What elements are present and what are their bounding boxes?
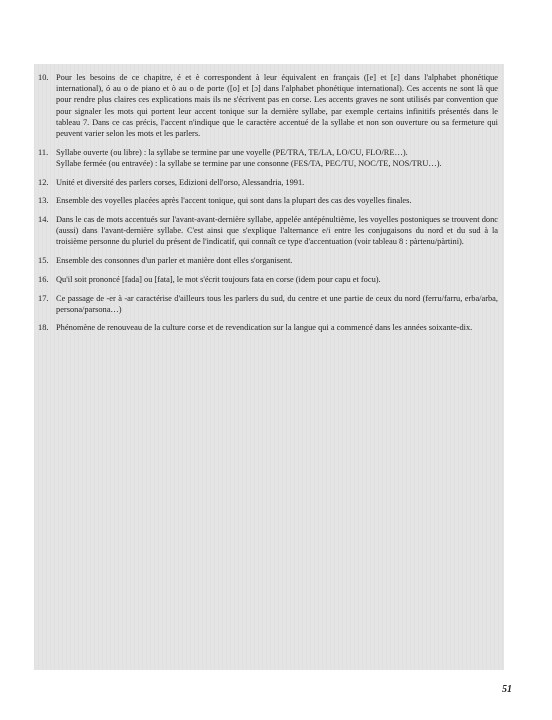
footnote-text: Dans le cas de mots accentués sur l'avant-avant-dernière syllabe, appelée antépénultième, les voyelles postoniques se trouvent donc (aussi) dans l'avant-dernière syllabe. C'est ainsi que s'explique l'alternance e/i entre les conjugaisons du nord et du sud à la troisième personne du pluriel du présent de l'indicatif, qui connaît ce type d'accentuation (voir tableau 8 : pàrtenu/pàrtini). — [56, 215, 498, 247]
footnote-13 — [34, 195, 504, 206]
footnote-14 — [34, 214, 504, 248]
footnote-text: Syllabe ouverte (ou libre) : la syllabe se termine par une voyelle (PE/TRA, TE/LA, LO/CU, FLO/RE…). — [56, 147, 408, 157]
footnote-18 — [34, 322, 504, 333]
footnote-number: 11. — [38, 147, 49, 157]
footnote-15 — [34, 255, 504, 266]
footnote-text: Ensemble des voyelles placées après l'accent tonique, qui sont dans la plupart des cas des voyelles finales. — [56, 196, 412, 206]
footnote-text: Pour les besoins de ce chapitre, é et è correspondent à leur équivalent en français ([e] et [ɛ] dans l'alphabet phonétique international), ó au o de piano et ò au o de porte ([o] et [ɔ] dans l'alphabet phonétique international). Ces accents ne sont là que pour rendre plus claires ces explications mais ils ne s'écrivent pas en corse. Les accents graves ne sont utilisés par convention que pour signaler les mots qui portent leur accent tonique sur la dernière syllabe, par exemple certains infinitifs présentés dans le tableau 7. Dans ce cas précis, l'accent n'indique que le caractère accentué de la syllabe et non son ouverture ou sa fermeture qui peuvent varier selon les mots et les parlers. — [56, 73, 498, 139]
footnote-number: 16. — [38, 274, 49, 284]
footnote-11 — [34, 147, 504, 169]
footnote-text: Unité et diversité des parlers corses, Edizioni dell'orso, Alessandria, 1991. — [56, 177, 305, 187]
footnote-text: Phénomène de renouveau de la culture corse et de revendication sur la langue qui a commencé dans les années soixante-dix. — [56, 323, 473, 333]
footnote-number: 10. — [38, 73, 49, 82]
footnote-number: 14. — [38, 215, 49, 225]
footnote-16 — [34, 274, 504, 285]
footnote-text: Qu'il soit prononcé [fada] ou [fata], le mot s'écrit toujours fata en corse (idem pour capu et focu). — [56, 274, 381, 284]
footnote-10 — [34, 72, 504, 139]
footnote-number: 13. — [38, 196, 49, 206]
footnote-number: 18. — [38, 323, 49, 333]
footnotes-list — [34, 72, 504, 341]
footnote-text: Ce passage de -er à -ar caractérise d'ailleurs tous les parlers du sud, du centre et une partie de ceux du nord (ferru/farru, erba/arba, persona/parsona…) — [56, 293, 498, 314]
footnote-text: Ensemble des consonnes d'un parler et manière dont elles s'organisent. — [56, 256, 293, 266]
footnote-number: 12. — [38, 177, 49, 187]
footnote-17 — [34, 293, 504, 315]
page-number: 51 — [502, 684, 512, 695]
footnote-text-line2: Syllabe fermée (ou entravée) : la syllabe se termine par une consonne (FES/TA, PEC/TU, NOC/TE, NOS/TRU…). — [56, 158, 442, 168]
footnote-number: 17. — [38, 293, 49, 303]
footnote-number: 15. — [38, 256, 49, 266]
footnote-12 — [34, 177, 504, 188]
